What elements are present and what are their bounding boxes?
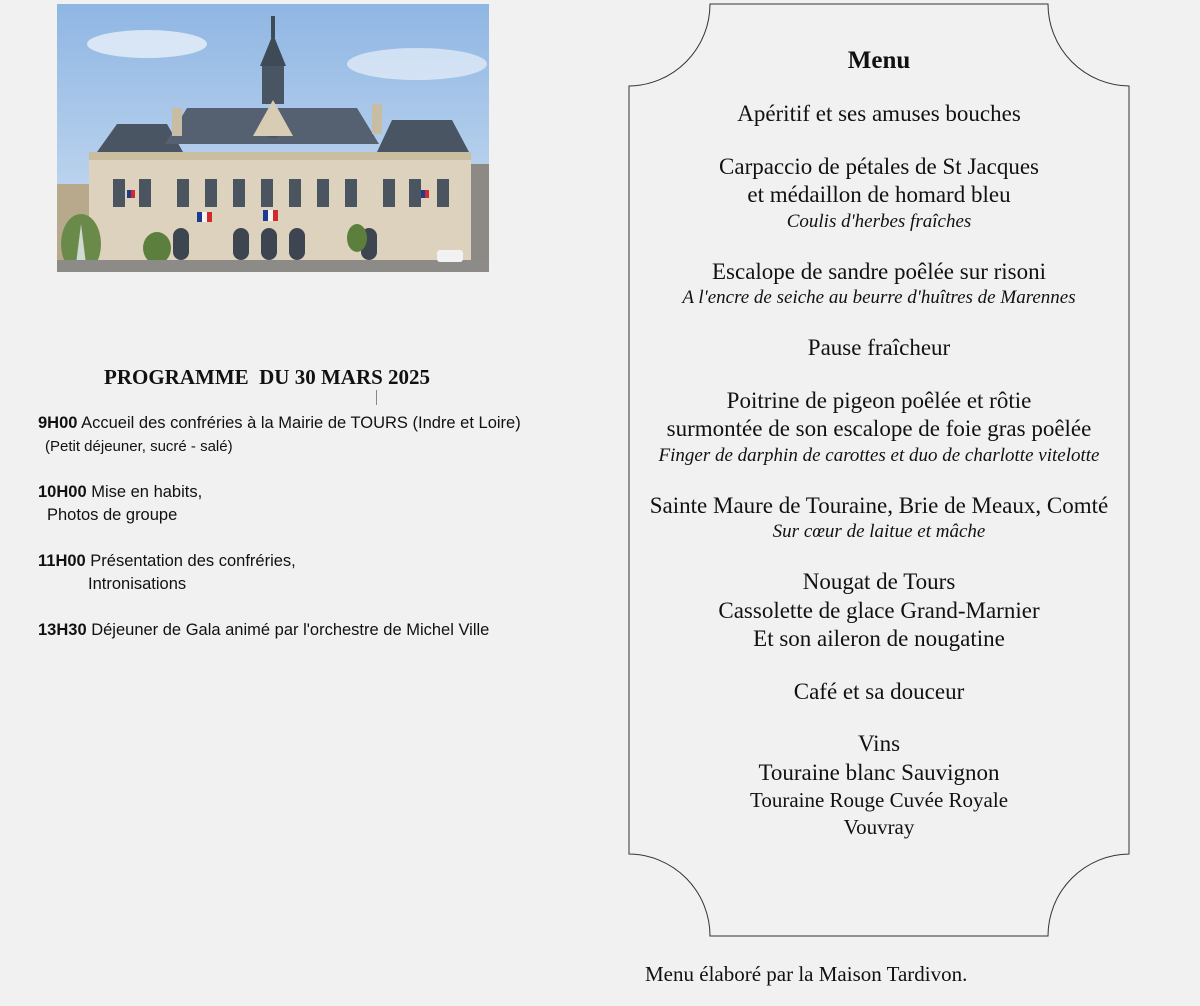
menu-wines [628, 730, 1130, 841]
menu-dish-note: Finger de darphin de carottes et duo de charlotte vitelotte [658, 444, 1100, 466]
programme-time: 10H00 [38, 483, 87, 501]
programme-subtext: (Petit déjeuner, sucré - salé) [45, 438, 233, 455]
menu-course [628, 568, 1130, 654]
programme-text: Mise en habits, [86, 483, 203, 501]
menu-dish: Escalope de sandre poêlée sur risoni [711, 258, 1047, 284]
menu-dish: Café et sa douceur [793, 678, 965, 704]
programme-item [38, 550, 528, 596]
menu-dish-note: Sur cœur de laitue et mâche [772, 521, 986, 542]
menu-footer: Menu élaboré par la Maison Tardivon. [645, 962, 968, 986]
programme-item [38, 412, 528, 458]
menu-dish: Pause fraîcheur [807, 335, 951, 360]
menu-dish-note: Coulis d'herbes fraîches [786, 210, 972, 232]
menu-dish: Poitrine de pigeon poêlée et rôtie [726, 387, 1032, 413]
menu-course [628, 678, 1130, 707]
menu-course [628, 258, 1130, 311]
menu-dish: Apéritif et ses amuses bouches [737, 101, 1021, 126]
programme-item [38, 619, 528, 642]
menu-course [628, 387, 1130, 468]
menu-dish: surmontée de son escalope de foie gras poêlée [666, 416, 1092, 441]
programme-text-line2: Photos de groupe [47, 506, 178, 524]
cursor-mark [376, 390, 377, 405]
programme-text-line2: Intronisations [88, 575, 187, 593]
menu-course [628, 334, 1130, 363]
programme-time: 9H00 [38, 414, 78, 432]
menu-course [628, 153, 1130, 234]
menu-course [628, 492, 1130, 545]
menu-dish: Sainte Maure de Touraine, Brie de Meaux, Comté [649, 492, 1109, 518]
menu-title: Menu [847, 47, 911, 74]
menu-dish: Cassolette de glace Grand-Marnier [718, 597, 1040, 623]
menu-dish: Et son aileron de nougatine [753, 626, 1005, 651]
programme-text: Accueil des confréries à la Mairie de TOURS (Indre et Loire) [77, 414, 521, 432]
menu-wine: Vouvray [843, 815, 915, 839]
menu-wines-title: Vins [857, 731, 901, 756]
menu-wine: Touraine Rouge Cuvée Royale [749, 788, 1009, 812]
programme-text: Déjeuner de Gala animé par l'orchestre de Michel Ville [86, 621, 490, 639]
menu-wine: Touraine blanc Sauvignon [758, 759, 1000, 785]
menu-dish: et médaillon de homard bleu [747, 182, 1011, 207]
menu-content [628, 44, 1130, 865]
programme-time: 13H30 [38, 621, 87, 639]
menu-dish-note: A l'encre de seiche au beurre d'huîtres de Marennes [682, 287, 1076, 308]
programme-title: PROGRAMME DU 30 MARS 2025 [104, 365, 431, 389]
menu-course [628, 100, 1130, 129]
menu-dish: Nougat de Tours [802, 569, 956, 594]
programme-item [38, 481, 528, 527]
programme-list [38, 412, 528, 665]
programme-time: 11H00 [38, 552, 86, 570]
town-hall-photo [57, 4, 489, 272]
menu-dish: Carpaccio de pétales de St Jacques [719, 153, 1039, 179]
programme-text: Présentation des confréries, [85, 552, 296, 570]
